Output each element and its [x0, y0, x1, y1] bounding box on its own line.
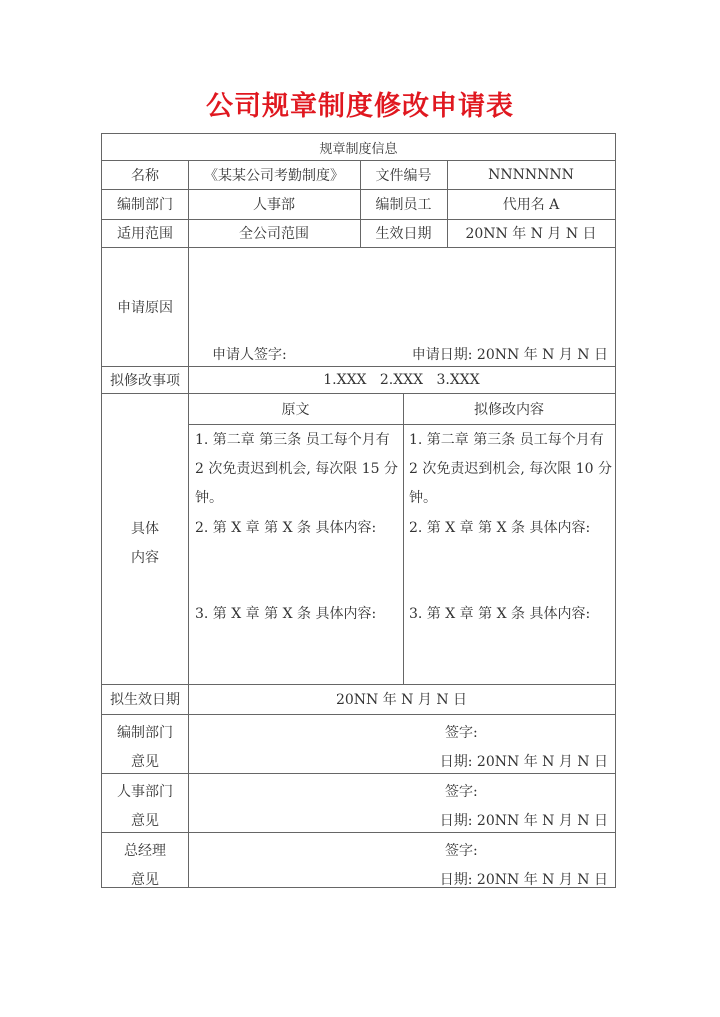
divider	[102, 714, 615, 715]
effective-label: 生效日期	[375, 226, 432, 242]
opinion-hr-label-1: 人事部门	[117, 784, 173, 800]
file-number-label: 文件编号	[375, 167, 432, 184]
applicant-signature[interactable]: 申请人签字:	[212, 347, 287, 363]
file-number-value: NNNNNNN	[488, 166, 574, 183]
opinion-hr-date[interactable]: 日期: 20NN 年 N 月 N 日	[439, 813, 608, 829]
divider	[102, 773, 615, 774]
scope-value: 全公司范围	[239, 226, 309, 242]
name-value: 《某某公司考勤制度》	[204, 167, 344, 184]
opinion-gm-date[interactable]: 日期: 20NN 年 N 月 N 日	[439, 872, 608, 888]
divider	[188, 160, 189, 887]
opinion-hr-signature[interactable]: 签字:	[445, 784, 478, 800]
original-item-1: 1. 第二章 第三条 员工每个月有 2 次免责迟到机会, 每次限 15 分钟。	[195, 432, 398, 506]
modify-items-value: 1.XXX 2.XXX 3.XXX	[323, 371, 480, 388]
original-item-2: 2. 第 X 章 第 X 条 具体内容:	[195, 520, 377, 536]
col-proposed-header: 拟修改内容	[474, 401, 544, 418]
opinion-hr-label-2: 意见	[131, 813, 159, 829]
name-label: 名称	[131, 167, 159, 184]
dept-label: 编制部门	[117, 197, 173, 213]
opinion-gm-label-2: 意见	[131, 872, 159, 888]
opinion-gm-label-1: 总经理	[124, 843, 166, 859]
modify-items-label: 拟修改事项	[110, 372, 180, 389]
divider	[188, 424, 615, 425]
staff-value: 代用名 A	[502, 197, 560, 213]
apply-date[interactable]: 申请日期: 20NN 年 N 月 N 日	[411, 347, 608, 363]
application-form-table	[101, 133, 616, 888]
staff-label: 编制员工	[375, 197, 432, 213]
opinion-dept-signature[interactable]: 签字:	[445, 725, 478, 741]
effective-value: 20NN 年 N 月 N 日	[465, 226, 597, 242]
effective-date-value: 20NN 年 N 月 N 日	[335, 692, 468, 708]
divider	[403, 393, 404, 684]
divider	[102, 832, 615, 833]
proposed-item-1: 1. 第二章 第三条 员工每个月有 2 次免责迟到机会, 每次限 10 分钟。	[409, 432, 612, 506]
details-label-line2: 内容	[131, 550, 159, 566]
opinion-dept-label-2: 意见	[131, 754, 159, 770]
original-item-3: 3. 第 X 章 第 X 条 具体内容:	[195, 606, 377, 622]
scope-label: 适用范围	[117, 226, 173, 242]
opinion-dept-date[interactable]: 日期: 20NN 年 N 月 N 日	[439, 754, 608, 770]
section-header: 规章制度信息	[319, 141, 398, 157]
opinion-gm-signature[interactable]: 签字:	[445, 843, 478, 859]
details-label-line1: 具体	[131, 521, 159, 537]
page-title: 公司规章制度修改申请表	[206, 91, 514, 122]
opinion-dept-label-1: 编制部门	[117, 725, 173, 741]
effective-date-label: 拟生效日期	[110, 692, 180, 708]
col-original-header: 原文	[281, 401, 310, 418]
reason-label: 申请原因	[117, 299, 173, 316]
proposed-item-2: 2. 第 X 章 第 X 条 具体内容:	[409, 520, 591, 536]
proposed-item-3: 3. 第 X 章 第 X 条 具体内容:	[409, 606, 591, 622]
dept-value: 人事部	[253, 197, 295, 213]
